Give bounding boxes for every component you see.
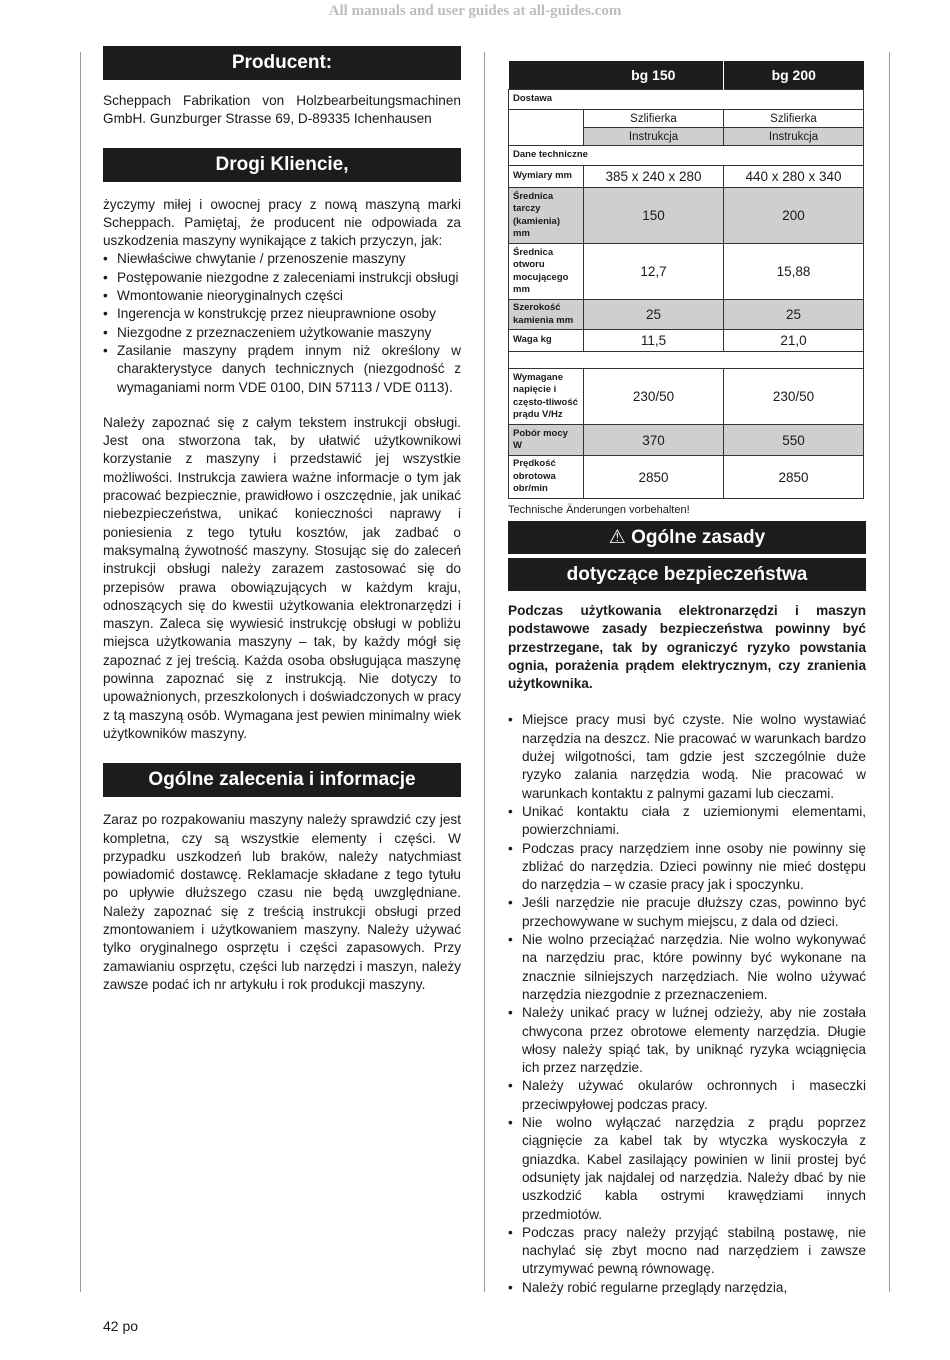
- customer-intro: życzymy miłej i owocnej pracy z nową maszyną marki Scheppach. Pamiętaj, że producent nie odpowiada za uszkodzenia maszyny wynikające z takich przyczyn, jak:: [103, 196, 461, 249]
- table-cell: 25: [724, 300, 864, 330]
- list-item: • Należy unikać pracy w luźnej odzieży, aby nie została chwycona przez obrotowe elementy narzędzia. Długie włosy należy spiąć tak, by uniknąć ryzyka wciągnięcia ich przez narzędzie.: [508, 1004, 866, 1077]
- table-cell: 21,0: [724, 330, 864, 352]
- general-paragraph: Zaraz po rozpakowaniu maszyny należy sprawdzić czy jest kompletna, czy są wszystkie elementy i części. W przypadku uszkodzeń lub braków, należy natychmiast powiadomić dostawcę. Reklamacje składane z tego tytułu po upływie dłuższego czasu nie będą uwzględniane. Należy zapoznać się z treścią instrukcji obsługi przed zmontowaniem i użytkowaniem maszyny. Należy używać tylko oryginalnego osprzętu i części zapasowych. Przy zamawianiu osprzętu, części lub narzędzi i maszyn, należy zawsze podać ich nr artykułu i rok produkcji maszyny.: [103, 812, 461, 992]
- list-item: • Należy używać okularów ochronnych i maseczki przeciwpyłowej podczas pracy.: [508, 1077, 866, 1114]
- table-row: [509, 425, 864, 456]
- producer-heading: Producent:: [103, 46, 461, 80]
- table-cell: 370: [584, 425, 724, 456]
- table-cell: 150: [584, 188, 724, 244]
- table-row: [509, 90, 864, 110]
- table-cell: Szlifierka: [584, 110, 724, 128]
- list-item: • Podczas pracy narzędziem inne osoby nie powinny się zbliżać do narzędzia. Dzieci powinny nie mieć dostępu do narzędzia – w czasie pracy jak i spoczynku.: [508, 840, 866, 895]
- table-cell: 2850: [584, 456, 724, 499]
- table-cell: Szerokość kamienia mm: [509, 300, 584, 330]
- table-cell: 230/50: [584, 369, 724, 425]
- section-label-dostawa: Dostawa: [509, 90, 864, 110]
- safety-heading-line2: dotyczące bezpieczeństwa: [508, 558, 866, 591]
- list-item: • Ingerencja w konstrukcję przez nieuprawnione osoby: [103, 305, 461, 323]
- safety-intro: Podczas użytkowania elektronarzędzi i maszyn podstawowe zasady bezpieczeństwa powinny być przestrzegane, tak by ograniczyć ryzyko powstania ognia, porażenia prądem elektrycznym, czy zranienia użytkownika.: [508, 603, 866, 692]
- table-cell: 15,88: [724, 244, 864, 300]
- list-item: • Podczas pracy należy przyjąć stabilną postawę, nie nachylać się zbyt mocno nad narzędziem i zawsze utrzymywać pewną równowagę.: [508, 1224, 866, 1279]
- list-item: • Zasilanie maszyny prądem innym niż określony w charakterystyce danych technicznych (niezgodność z wymaganiami norm VDE 0100, DIN 57113 / VDE 0113).: [103, 342, 461, 397]
- list-item: • Jeśli narzędzie nie pracuje dłuższy czas, powinno być przechowywane w suchym miejscu, z dala od dzieci.: [508, 894, 866, 931]
- list-item: • Nie wolno przeciążać narzędzia. Nie wolno wykonywać na narzędziu prac, które powinny być wykonane na znacznie silniejszych narzędziach. Nie wolno używać narzędzia niezgodnie z przeznaczeniem.: [508, 931, 866, 1004]
- table-cell: 2850: [724, 456, 864, 499]
- table-row: [509, 146, 864, 166]
- table-spacer-row: [509, 352, 864, 369]
- table-note: Technische Änderungen vorbehalten!: [508, 504, 690, 516]
- right-margin-rule: [889, 52, 890, 1292]
- general-heading: Ogólne zalecenia i informacje: [103, 763, 461, 797]
- table-cell: Wymagane napięcie i często-tliwość prądu V/Hz: [509, 369, 584, 425]
- table-cell: Wymiary mm: [509, 166, 584, 188]
- right-column: [508, 61, 866, 1297]
- table-row: [509, 369, 864, 425]
- list-item: • Niezgodne z przeznaczeniem użytkowanie maszyny: [103, 324, 461, 342]
- col-header-bg200: bg 200: [724, 61, 864, 90]
- table-row: [509, 244, 864, 300]
- list-item: • Wmontowanie nieoryginalnych części: [103, 287, 461, 305]
- table-cell: 200: [724, 188, 864, 244]
- table-row: [509, 188, 864, 244]
- safety-heading-line1: ⚠ Ogólne zasady: [508, 521, 866, 554]
- table-cell: 550: [724, 425, 864, 456]
- col-header-bg150: bg 150: [584, 61, 724, 90]
- customer-paragraph: Należy zapoznać się z całym tekstem instrukcji obsługi. Jest ona stworzona tak, by ułatwić użytkownikowi korzystanie z maszyny i przedstawić jej wszystkie możliwości. Instrukcja zawiera ważne informacje o tym jak pracować bezpiecznie, prawidłowo i oszczędnie, jak unikać niebezpieczeństwa, unikać konieczności naprawy i poniesienia z tego tytułu kosztów, jak zadbać o maksymalną żywotność maszyny. Stosując się do zaleceń instrukcji obsługi należy zarazem zastosować się do przepisów prawa obowiązujących w każdym kraju, odnoszących się do kwestii użytkowania elektronarzędzi i maszyn. Zaleca się wywiesić instrukcję obsługi w pobliżu miejsca użytkowania maszyny – tak, by każdy mógł się zapoznać z jej treścią. Każda osoba obsługująca maszynę powinna zapoznać się z instrukcją. Nie dotyczy to upoważnionych, przeszkolonych i doświadczonych w pracy z tą maszyną osób. Wymagana jest pewien minimalny wiek użytkowników maszyny.: [103, 414, 461, 741]
- table-row: [509, 110, 864, 128]
- table-cell: Waga kg: [509, 330, 584, 352]
- table-row: [509, 330, 864, 352]
- list-item: • Unikać kontaktu ciała z uziemionymi elementami, powierzchniami.: [508, 803, 866, 840]
- table-row: [509, 456, 864, 499]
- safety-bullet-list: [508, 711, 866, 1297]
- page-number: 42 po: [103, 1318, 139, 1334]
- table-header-row: [509, 61, 864, 90]
- table-row: [509, 300, 864, 330]
- table-cell: 12,7: [584, 244, 724, 300]
- section-label-dane: Dane techniczne: [509, 146, 864, 166]
- producer-text: Scheppach Fabrikation von Holzbearbeitungsmachinen GmbH. Gunzburger Strasse 69, D-89335 Ichenhausen: [103, 93, 461, 127]
- table-cell: 440 x 280 x 340: [724, 166, 864, 188]
- table-cell: Średnica otworu mocującego mm: [509, 244, 584, 300]
- table-cell: 230/50: [724, 369, 864, 425]
- table-cell: Średnica tarczy (kamienia) mm: [509, 188, 584, 244]
- list-item: • Nie wolno wyłączać narzędzia z prądu poprzez ciągnięcie za kabel tak by wtyczka wyskoczyła z gniazdka. Kabel zasilający powinien w linii prostej być odsunięty jak najdalej od narzędzia. Należy dbać by nie uszkodzić kabla ostrymi krawędziami innych przedmiotów.: [508, 1114, 866, 1224]
- customer-heading: Drogi Kliencie,: [103, 148, 461, 182]
- table-cell: Szlifierka: [724, 110, 864, 128]
- list-item: • Należy robić regularne przeglądy narzędzia,: [508, 1279, 866, 1297]
- watermark: All manuals and user guides at all-guides.com: [328, 3, 622, 19]
- spec-table: [508, 61, 864, 499]
- list-item: • Postępowanie niezgodne z zaleceniami instrukcji obsługi: [103, 269, 461, 287]
- left-column: [103, 46, 461, 994]
- table-cell: Instrukcja: [724, 128, 864, 146]
- customer-bullet-list: [103, 250, 461, 396]
- table-cell: Pobór mocy W: [509, 425, 584, 456]
- left-margin-rule: [80, 52, 81, 1292]
- table-cell: Prędkość obrotowa obr/min: [509, 456, 584, 499]
- table-cell: 11,5: [584, 330, 724, 352]
- table-cell: 25: [584, 300, 724, 330]
- column-divider: [484, 52, 485, 1292]
- list-item: • Niewłaściwe chwytanie / przenoszenie maszyny: [103, 250, 461, 268]
- list-item: • Miejsce pracy musi być czyste. Nie wolno wystawiać narzędzia na deszcz. Nie pracować w warunkach bardzo dużej wilgotności, tam gdzie jest szczególnie duże ryzyko zalania narzędzia wodą. Nie pracować w warunkach kontaktu z palnymi gazami lub cieczami.: [508, 711, 866, 802]
- table-row: [509, 166, 864, 188]
- table-cell: Instrukcja: [584, 128, 724, 146]
- table-cell: 385 x 240 x 280: [584, 166, 724, 188]
